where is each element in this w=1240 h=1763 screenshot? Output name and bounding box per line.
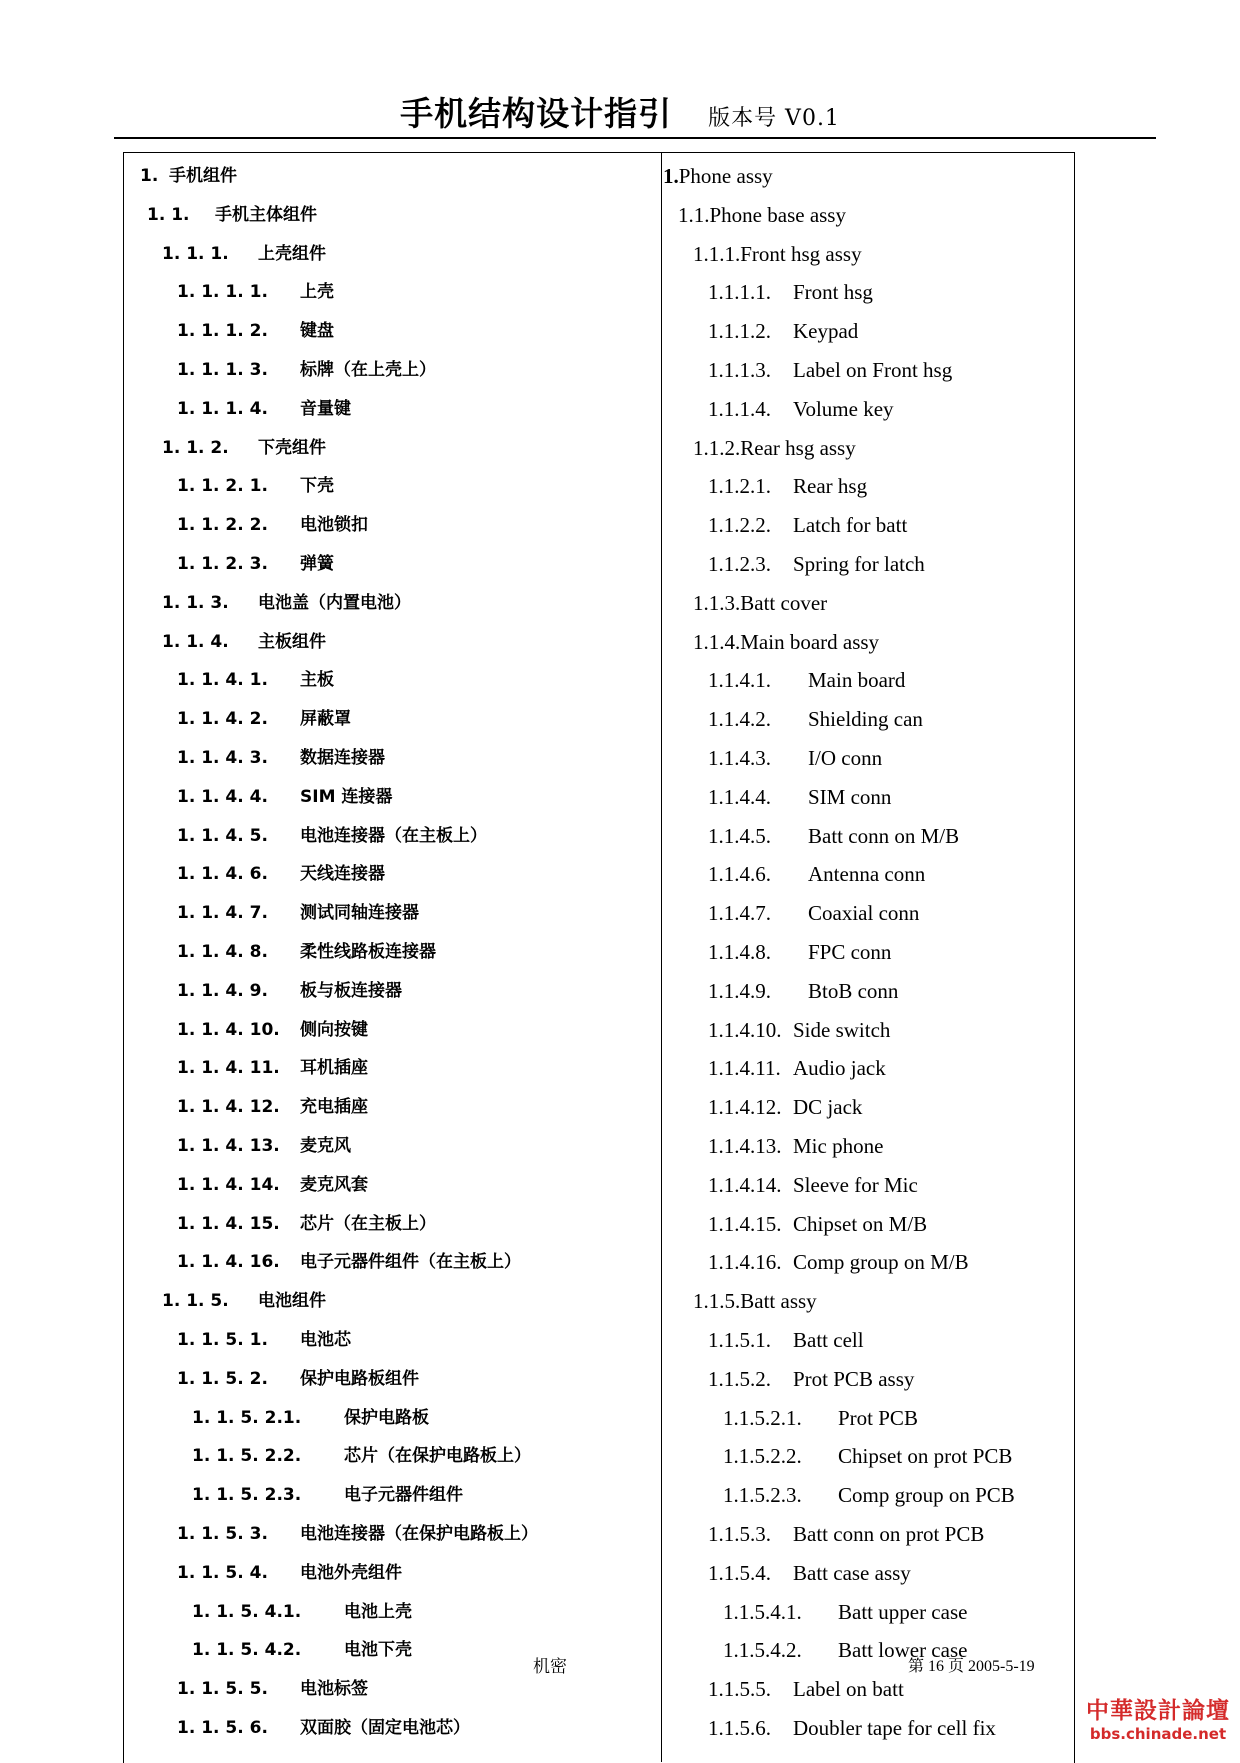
outline-label: 上壳 [300, 282, 334, 302]
outline-label: I/O conn [808, 746, 883, 770]
outline-number: 1.1.4.14. [708, 1173, 782, 1197]
outline-label: BtoB conn [808, 979, 899, 1003]
outline-label: Sleeve for Mic [793, 1173, 918, 1197]
outline-item [678, 202, 846, 228]
outline-number: 1. 1. 5. [162, 1291, 229, 1311]
outline-label: Batt cover [740, 591, 828, 615]
header-rule [114, 137, 1156, 139]
outline-label: DC jack [793, 1095, 863, 1119]
outline-number: 1.1.4.16. [708, 1250, 782, 1274]
outline-label: Comp group on M/B [793, 1250, 969, 1274]
outline-label: 电池连接器（在主板上） [300, 826, 487, 846]
outline-label: Coaxial conn [808, 901, 920, 925]
outline-label: 芯片（在主板上） [300, 1214, 436, 1234]
outline-label: 电池连接器（在保护电路板上） [300, 1524, 538, 1544]
document-title: 手机结构设计指引 [400, 94, 673, 133]
outline-number: 1. 1. 4. 16. [177, 1252, 280, 1272]
outline-number: 1.1.5.4.2. [723, 1638, 802, 1662]
outline-label: SIM conn [808, 785, 892, 809]
outline-label: 电池芯 [300, 1330, 351, 1350]
outline-number: 1. 1. 1. 1. [177, 282, 268, 302]
forum-watermark-logo [1083, 1697, 1233, 1749]
outline-label: Chipset on M/B [793, 1212, 928, 1236]
outline-item [663, 163, 773, 189]
outline-number: 1.1.4.6. [708, 862, 771, 886]
outline-label: Chipset on prot PCB [838, 1444, 1013, 1468]
outline-number: 1. [140, 166, 159, 186]
watermark-url: bbs.chinade.net [1089, 1725, 1227, 1743]
outline-label: 电子元器件组件（在主板上） [300, 1252, 521, 1272]
outline-label: Batt upper case [838, 1600, 968, 1624]
outline-number: 1.1.5. [693, 1289, 741, 1313]
outline-number: 1.1.2.3. [708, 552, 771, 576]
outline-number: 1. 1. 5. 2.2. [192, 1446, 302, 1466]
outline-number: 1. 1. 3. [162, 593, 229, 613]
outline-label: 电池组件 [258, 1291, 326, 1311]
outline-label: 保护电路板组件 [300, 1369, 419, 1389]
outline-number: 1.1.5.2.2. [723, 1444, 802, 1468]
outline-item [693, 241, 862, 267]
outline-number: 1. 1. 4. 11. [177, 1058, 280, 1078]
outline-label: 电池锁扣 [300, 515, 368, 535]
outline-number: 1. 1. 5. 4.2. [192, 1640, 302, 1660]
outline-label: 芯片（在保护电路板上） [344, 1446, 531, 1466]
outline-label: Batt conn on prot PCB [793, 1522, 985, 1546]
outline-label: 麦克风 [300, 1136, 351, 1156]
outline-number: 1.1.1.4. [708, 397, 771, 421]
outline-label: FPC conn [808, 940, 892, 964]
outline-number: 1. 1. 2. 1. [177, 476, 268, 496]
outline-number: 1. 1. 5. 2.1. [192, 1408, 302, 1428]
outline-label: 电池上壳 [344, 1602, 412, 1622]
outline-label: Prot PCB [838, 1406, 918, 1430]
outline-label: Batt lower case [838, 1638, 968, 1662]
outline-item [693, 590, 827, 616]
outline-item [693, 1288, 817, 1314]
outline-number: 1.1.5.1. [708, 1328, 771, 1352]
outline-number: 1.1. [678, 203, 710, 227]
outline-number: 1.1.4.3. [708, 746, 771, 770]
outline-label: 板与板连接器 [300, 981, 402, 1001]
outline-number: 1.1.4.12. [708, 1095, 782, 1119]
outline-number: 1.1.4.15. [708, 1212, 782, 1236]
outline-item [693, 435, 856, 461]
outline-number: 1. 1. 5. 2.3. [192, 1485, 302, 1505]
outline-label: Main board assy [740, 630, 880, 654]
outline-label: 保护电路板 [344, 1408, 429, 1428]
outline-label: 耳机插座 [300, 1058, 368, 1078]
outline-number: 1. 1. 4. 4. [177, 787, 268, 807]
outline-number: 1.1.5.4. [708, 1561, 771, 1585]
outline-label: Latch for batt [793, 513, 908, 537]
outline-label: 天线连接器 [300, 864, 385, 884]
outline-label: 键盘 [300, 321, 334, 341]
outline-label: Doubler tape for cell fix [793, 1716, 996, 1740]
watermark-main: 中華設計論壇 [1086, 1698, 1230, 1724]
outline-number: 1. 1. 4. 15. [177, 1214, 280, 1234]
outline-label: 手机主体组件 [215, 205, 317, 225]
outline-label: Rear hsg assy [740, 436, 856, 460]
outline-number: 1. 1. 4. 10. [177, 1020, 280, 1040]
outline-number: 1. 1. 5. 4.1. [192, 1602, 302, 1622]
outline-label: Shielding can [808, 707, 923, 731]
outline-label: 屏蔽罩 [300, 709, 351, 729]
confidential-label: 机密 [533, 1657, 567, 1677]
outline-item [693, 629, 879, 655]
outline-label: 弹簧 [300, 554, 334, 574]
outline-number: 1.1.4.7. [708, 901, 771, 925]
outline-number: 1.1.1.1. [708, 280, 771, 304]
outline-label: Label on Front hsg [793, 358, 953, 382]
page-header [0, 88, 1240, 135]
outline-label: Mic phone [793, 1134, 884, 1158]
outline-number: 1. 1. 2. 2. [177, 515, 268, 535]
outline-label: SIM 连接器 [300, 787, 393, 807]
outline-label: Audio jack [793, 1056, 886, 1080]
outline-number: 1. 1. 1. 2. [177, 321, 268, 341]
outline-number: 1.1.5.2.3. [723, 1483, 802, 1507]
outline-number: 1.1.1.2. [708, 319, 771, 343]
outline-number: 1.1.4.1. [708, 668, 771, 692]
outline-number: 1.1.2.1. [708, 474, 771, 498]
outline-label: 标牌（在上壳上） [300, 360, 436, 380]
outline-label: Front hsg assy [740, 242, 862, 266]
outline-label: Batt conn on M/B [808, 824, 960, 848]
outline-label: 电池下壳 [344, 1640, 412, 1660]
outline-label: 充电插座 [300, 1097, 368, 1117]
outline-number: 1. 1. 4. 3. [177, 748, 268, 768]
outline-label: 下壳组件 [258, 438, 326, 458]
outline-number: 1.1.5.6. [708, 1716, 771, 1740]
outline-label: Front hsg [793, 280, 873, 304]
outline-label: 双面胶（固定电池芯） [300, 1718, 470, 1738]
outline-number: 1.1.4. [693, 630, 741, 654]
outline-number: 1.1.4.9. [708, 979, 771, 1003]
outline-number: 1.1.2.2. [708, 513, 771, 537]
outline-number: 1.1.1.3. [708, 358, 771, 382]
outline-label: Phone assy [678, 164, 773, 188]
outline-number: 1.1.2. [693, 436, 741, 460]
outline-number: 1. 1. 4. 6. [177, 864, 268, 884]
outline-number: 1.1.5.2.1. [723, 1406, 802, 1430]
outline-label: Batt case assy [793, 1561, 911, 1585]
outline-label: 电子元器件组件 [344, 1485, 463, 1505]
outline-number: 1. 1. 4. 2. [177, 709, 268, 729]
outline-label: Prot PCB assy [793, 1367, 915, 1391]
outline-label: 电池标签 [300, 1679, 368, 1699]
outline-number: 1.1.3. [693, 591, 741, 615]
outline-number: 1. 1. 2. [162, 438, 229, 458]
outline-number: 1.1.4.4. [708, 785, 771, 809]
outline-label: Phone base assy [709, 203, 846, 227]
outline-number: 1.1.4.5. [708, 824, 771, 848]
outline-number: 1.1.4.13. [708, 1134, 782, 1158]
outline-number: 1.1.4.8. [708, 940, 771, 964]
outline-label: Spring for latch [793, 552, 925, 576]
outline-number: 1. [663, 164, 679, 188]
outline-number: 1. 1. 4. 13. [177, 1136, 280, 1156]
outline-number: 1. 1. 4. [162, 632, 229, 652]
outline-number: 1.1.4.10. [708, 1018, 782, 1042]
outline-number: 1.1.1. [693, 242, 741, 266]
outline-label: Antenna conn [808, 862, 926, 886]
outline-label: 数据连接器 [300, 748, 385, 768]
outline-number: 1. 1. 5. 5. [177, 1679, 268, 1699]
outline-number: 1. 1. 5. 3. [177, 1524, 268, 1544]
outline-label: Comp group on PCB [838, 1483, 1015, 1507]
outline-number: 1.1.4.11. [708, 1056, 781, 1080]
outline-label: 音量键 [300, 399, 351, 419]
outline-number: 1.1.4.2. [708, 707, 771, 731]
page-info: 第 16 页 2005-5-19 [908, 1658, 1035, 1675]
outline-number: 1. 1. 4. 5. [177, 826, 268, 846]
outline-number: 1. 1. 1. [162, 244, 229, 264]
outline-label: Label on batt [793, 1677, 904, 1701]
outline-number: 1.1.5.3. [708, 1522, 771, 1546]
outline-label: 电池外壳组件 [300, 1563, 402, 1583]
outline-number: 1. 1. 5. 1. [177, 1330, 268, 1350]
outline-label: Batt assy [740, 1289, 817, 1313]
version-label: 版本号 V0.1 [708, 106, 840, 131]
outline-label: 下壳 [300, 476, 334, 496]
outline-label: 主板组件 [258, 632, 326, 652]
outline-number: 1. 1. [147, 205, 190, 225]
outline-number: 1. 1. 4. 7. [177, 903, 268, 923]
outline-label: 麦克风套 [300, 1175, 368, 1195]
outline-label: Main board [808, 668, 906, 692]
outline-label: Batt cell [793, 1328, 864, 1352]
outline-label: Keypad [793, 319, 859, 343]
outline-number: 1.1.5.5. [708, 1677, 771, 1701]
outline-label: 上壳组件 [258, 244, 326, 264]
outline-label: 柔性线路板连接器 [300, 942, 436, 962]
outline-number: 1. 1. 4. 9. [177, 981, 268, 1001]
outline-label: Volume key [793, 397, 894, 421]
outline-label: Side switch [793, 1018, 891, 1042]
outline-number: 1.1.5.2. [708, 1367, 771, 1391]
outline-number: 1. 1. 2. 3. [177, 554, 268, 574]
outline-number: 1. 1. 1. 4. [177, 399, 268, 419]
outline-number: 1.1.5.4.1. [723, 1600, 802, 1624]
outline-number: 1. 1. 4. 14. [177, 1175, 280, 1195]
outline-label: 电池盖（内置电池） [258, 593, 411, 613]
outline-number: 1. 1. 4. 12. [177, 1097, 280, 1117]
outline-number: 1. 1. 5. 2. [177, 1369, 268, 1389]
outline-label: Rear hsg [793, 474, 868, 498]
column-divider [661, 152, 662, 1762]
outline-label: 测试同轴连接器 [300, 903, 419, 923]
outline-number: 1. 1. 1. 3. [177, 360, 268, 380]
outline-number: 1. 1. 4. 8. [177, 942, 268, 962]
outline-number: 1. 1. 4. 1. [177, 670, 268, 690]
outline-label: 主板 [300, 670, 334, 690]
outline-number: 1. 1. 5. 4. [177, 1563, 268, 1583]
outline-label: 手机组件 [169, 166, 237, 186]
outline-number: 1. 1. 5. 6. [177, 1718, 268, 1738]
outline-label: 侧向按键 [300, 1020, 368, 1040]
